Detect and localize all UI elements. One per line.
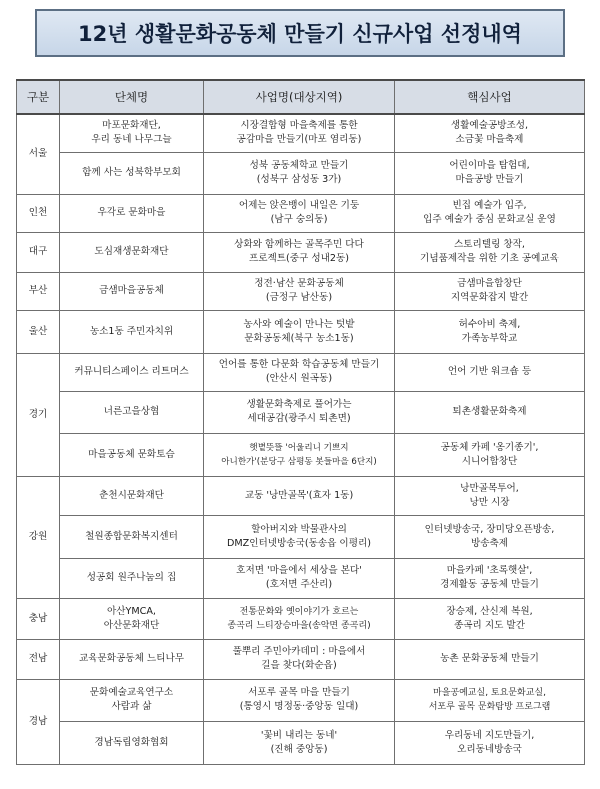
group-cell: 철원종합문화복지센터: [60, 515, 204, 558]
group-cell: 아산YMCA, 아산문화재단: [60, 598, 204, 639]
group-cell: 교육문화공동체 느티나무: [60, 639, 204, 679]
core-cell: 빈집 예술가 입주, 입주 예술가 중심 문화교실 운영: [395, 194, 585, 232]
group-cell: 춘천시문화재단: [60, 476, 204, 515]
group-cell: 마포문화재단, 우리 동네 나무그늘: [60, 114, 204, 152]
project-cell: 상화와 함께하는 골목주민 다다 프로젝트(중구 성내2동): [204, 232, 395, 272]
table-row: [17, 515, 585, 558]
header-core: 핵심사업: [395, 80, 585, 114]
project-cell: 정전·남산 문화공동체 (금정구 남산동): [204, 272, 395, 310]
table-row: [17, 310, 585, 353]
project-cell: 전통문화와 옛이야기가 흐르는 종곡리 느티장승마을(송악면 종곡리): [204, 598, 395, 639]
core-cell: 금샘마을합창단 지역문화잡지 발간: [395, 272, 585, 310]
header-group: 단체명: [60, 80, 204, 114]
region-cell: 충남: [17, 598, 60, 639]
table-row: [17, 598, 585, 639]
table-row: [17, 558, 585, 598]
core-cell: 스토리텔링 창작, 기념품제작을 위한 기초 공예교육: [395, 232, 585, 272]
region-cell: 대구: [17, 232, 60, 272]
group-cell: 성공회 원주나눔의 집: [60, 558, 204, 598]
core-cell: 마을공예교실, 토요문화교실, 서포루 골목 문화탐방 프로그램: [395, 679, 585, 721]
group-cell: 우각로 문화마을: [60, 194, 204, 232]
region-cell: 부산: [17, 272, 60, 310]
table-row: [17, 639, 585, 679]
project-cell: 교동 '낭만골목'(효자 1동): [204, 476, 395, 515]
header-row: [17, 80, 585, 114]
title-box: [35, 9, 565, 57]
table-row: [17, 679, 585, 721]
core-cell: 인터넷방송국, 장미당오픈방송, 방송축제: [395, 515, 585, 558]
core-cell: 퇴촌생활문화축제: [395, 391, 585, 433]
group-cell: 커뮤니티스페이스 리트머스: [60, 353, 204, 391]
region-cell: 경기: [17, 353, 60, 476]
region-cell: 경남: [17, 679, 60, 764]
region-cell: 울산: [17, 310, 60, 353]
core-cell: 허수아비 축제, 가족농부학교: [395, 310, 585, 353]
core-cell: 장승제, 산신제 복원, 종곡리 지도 발간: [395, 598, 585, 639]
core-cell: 공동체 카페 '옹기종기', 시니어합창단: [395, 433, 585, 476]
project-cell: '꽃비 내리는 동네' (진해 중앙동): [204, 721, 395, 764]
group-cell: 마을공동체 문화토슴: [60, 433, 204, 476]
group-cell: 문화예술교육연구소 사람과 삶: [60, 679, 204, 721]
table-row: [17, 194, 585, 232]
project-cell: 햇볕뜻뜰 '어울리니 기쁘지 아니한가'(분당구 삼평동 봇들마을 6단지): [204, 433, 395, 476]
table-row: [17, 391, 585, 433]
core-cell: 언어 기반 워크숍 등: [395, 353, 585, 391]
core-cell: 농촌 문화공동체 만들기: [395, 639, 585, 679]
page-title: 12년 생활문화공동체 만들기 신규사업 선정내역: [78, 22, 522, 46]
group-cell: 도심재생문화재단: [60, 232, 204, 272]
core-cell: 낭만골목투어, 낭만 시장: [395, 476, 585, 515]
project-cell: 서포루 골목 마을 만들기 (통영시 명정동·중앙동 일대): [204, 679, 395, 721]
core-cell: 어린이마을 탐험대, 마을공방 만들기: [395, 152, 585, 194]
table-row: [17, 353, 585, 391]
group-cell: 농소1동 주민자치위: [60, 310, 204, 353]
table-row: [17, 232, 585, 272]
project-cell: 언어를 통한 다문화 학습공동체 만들기 (안산시 원곡동): [204, 353, 395, 391]
selection-table: [16, 79, 585, 765]
project-cell: 어제는 앉은뱅이 내일은 기둥 (남구 숭의동): [204, 194, 395, 232]
region-cell: 전남: [17, 639, 60, 679]
table-row: [17, 433, 585, 476]
project-cell: 농사와 예술이 만나는 텃밭 문화공동체(북구 농소1동): [204, 310, 395, 353]
table-row: [17, 272, 585, 310]
project-cell: 성북 공동체학교 만들기 (성북구 삼성동 3가): [204, 152, 395, 194]
project-cell: 생활문화축제로 풀어가는 세대공감(광주시 퇴촌면): [204, 391, 395, 433]
region-cell: 인천: [17, 194, 60, 232]
table-row: [17, 114, 585, 152]
group-cell: 경남독립영화협회: [60, 721, 204, 764]
group-cell: 함께 사는 성북학부모회: [60, 152, 204, 194]
region-cell: 서울: [17, 114, 60, 194]
project-cell: 풀뿌리 주민아카데미 : 마을에서 길을 찾다(화순읍): [204, 639, 395, 679]
core-cell: 우리동네 지도만들기, 오리동네방송국: [395, 721, 585, 764]
core-cell: 생활예술공방조성, 소금꽃 마을축제: [395, 114, 585, 152]
region-cell: 강원: [17, 476, 60, 598]
group-cell: 금샘마을공동체: [60, 272, 204, 310]
group-cell: 너른고을상협: [60, 391, 204, 433]
project-cell: 할아버지와 박물관사의 DMZ인터넷방송국(동송읍 이평리): [204, 515, 395, 558]
core-cell: 마을카페 '초록햇살', 경제활동 공동체 만들기: [395, 558, 585, 598]
table-row: [17, 476, 585, 515]
header-project: 사업명(대상지역): [204, 80, 395, 114]
project-cell: 시장결합형 마을축제를 통한 공감마을 만들기(마포 염리동): [204, 114, 395, 152]
table-row: [17, 721, 585, 764]
project-cell: 호저면 '마을에서 세상을 본다' (호저면 주산리): [204, 558, 395, 598]
table-row: [17, 152, 585, 194]
header-region: 구분: [17, 80, 60, 114]
